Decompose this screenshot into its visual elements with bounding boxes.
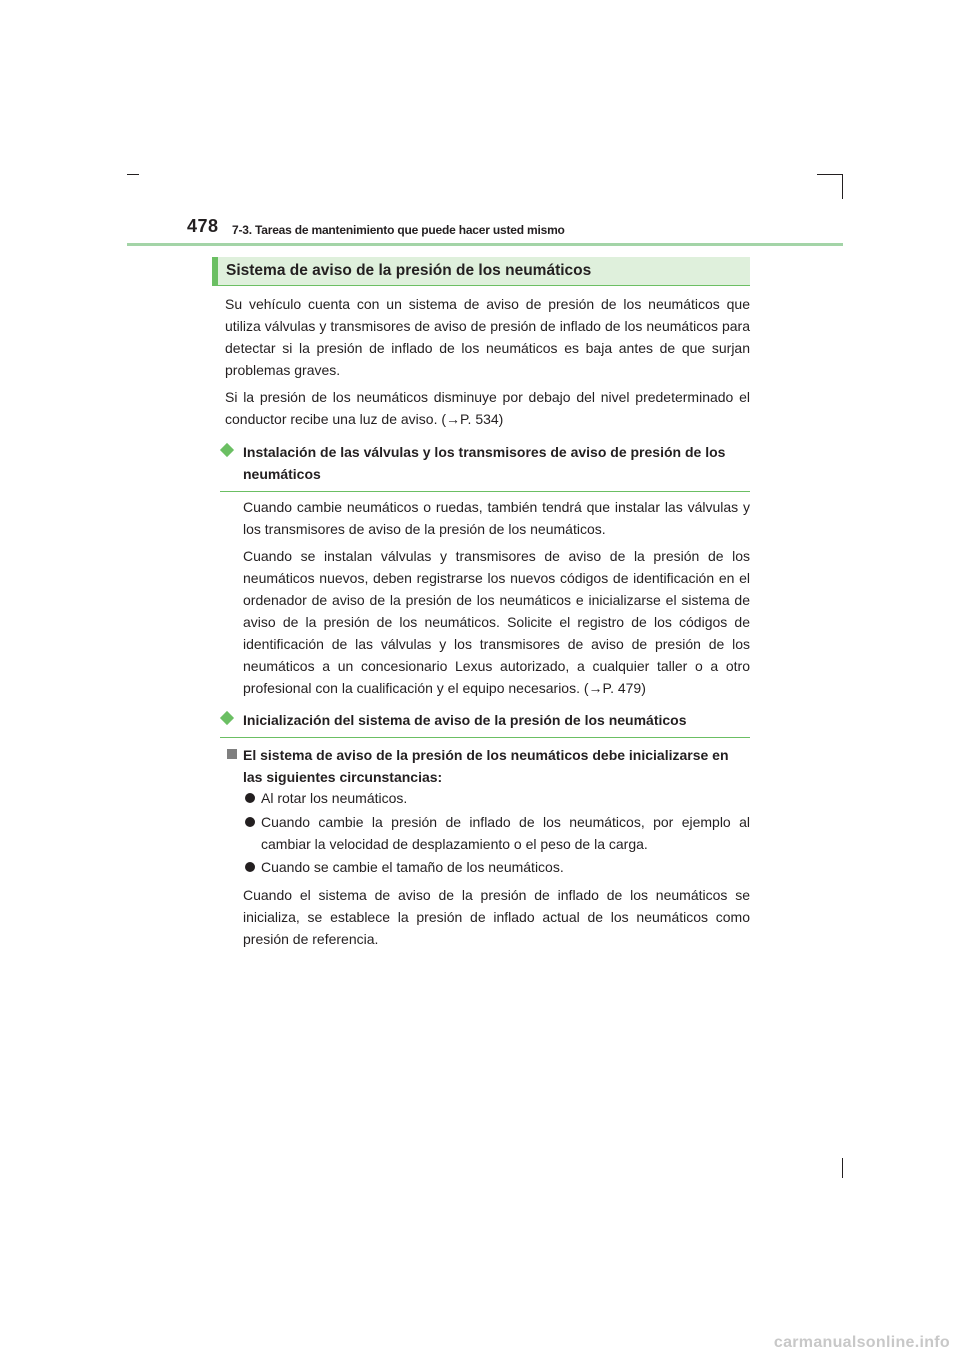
crop-mark-tl — [127, 174, 139, 175]
section-title-bar — [212, 257, 750, 286]
closing-paragraph: Cuando el sistema de aviso de la presión de inflado de los neumáticos se inicializa, se establece la presión de inflado actual de los neumáticos como presión de referencia. — [243, 887, 750, 947]
subsection-1-paragraph-1: Cuando cambie neumáticos o ruedas, también tendrá que instalar las válvulas y los transmisores de aviso de la presión de los neumáticos. — [243, 499, 750, 537]
subsection-2-heading — [220, 709, 750, 738]
diamond-icon — [220, 443, 234, 457]
crop-mark-br — [842, 1158, 843, 1178]
crop-mark-tr-h — [817, 174, 843, 175]
bullet-icon — [245, 862, 255, 872]
square-bullet-icon — [227, 749, 237, 759]
section-title: Sistema de aviso de la presión de los neumáticos — [226, 262, 592, 279]
bullet-icon — [245, 817, 255, 827]
intro-paragraph-1: Su vehículo cuenta con un sistema de aviso de presión de los neumáticos que utiliza válvulas y transmisores de aviso de presión de inflado de los neumáticos para detectar si la presión de inflado de los neumáticos es baja antes de que surjan problemas graves. — [225, 296, 750, 378]
list-item — [243, 856, 750, 878]
subsection-1-title: Instalación de las válvulas y los transmisores de aviso de presión de los neumáticos — [243, 444, 726, 482]
chapter-title: 7-3. Tareas de mantenimiento que puede hacer usted mismo — [232, 223, 565, 237]
bullet-icon — [245, 793, 255, 803]
watermark: carmanualsonline.info — [773, 1334, 950, 1351]
subsection-1-heading — [220, 441, 750, 492]
page-number: 478 — [187, 216, 219, 236]
crop-mark-tr-v — [842, 174, 843, 199]
list-item — [243, 811, 750, 855]
list-item — [243, 787, 750, 809]
list-item-text: Cuando se cambie el tamaño de los neumáticos. — [261, 859, 564, 875]
diamond-icon — [220, 711, 234, 725]
list-item-text: Cuando cambie la presión de inflado de los neumáticos, por ejemplo al cambiar la velocidad de desplazamiento o el peso de la carga. — [261, 814, 750, 852]
circumstances-heading — [225, 744, 750, 788]
subsection-2-title: Inicialización del sistema de aviso de la presión de los neumáticos — [243, 712, 687, 728]
circumstances-heading-text: El sistema de aviso de la presión de los neumáticos debe inicializarse en las siguientes circunstancias: — [243, 747, 729, 785]
header-rule — [127, 243, 843, 246]
list-item-text: Al rotar los neumáticos. — [261, 790, 408, 806]
intro-paragraph-2: Si la presión de los neumáticos disminuye por debajo del nivel predeterminado el conductor recibe una luz de aviso. (→P. 534) — [225, 389, 750, 427]
subsection-1-paragraph-2: Cuando se instalan válvulas y transmisores de aviso de la presión de los neumáticos nuevos, deben registrarse los nuevos códigos de identificación en el ordenador de aviso de la presión de los neumáticos e inicializarse el sistema de aviso de la presión de los neumáticos. Solicite el registro de los códigos de identificación de las válvulas y los transmisores de aviso de presión de los neumáticos a un concesionario Lexus autorizado, a cualquier taller o a otro profesional con la cualificación y el equipo necesarios. (→P. 479) — [243, 548, 750, 696]
